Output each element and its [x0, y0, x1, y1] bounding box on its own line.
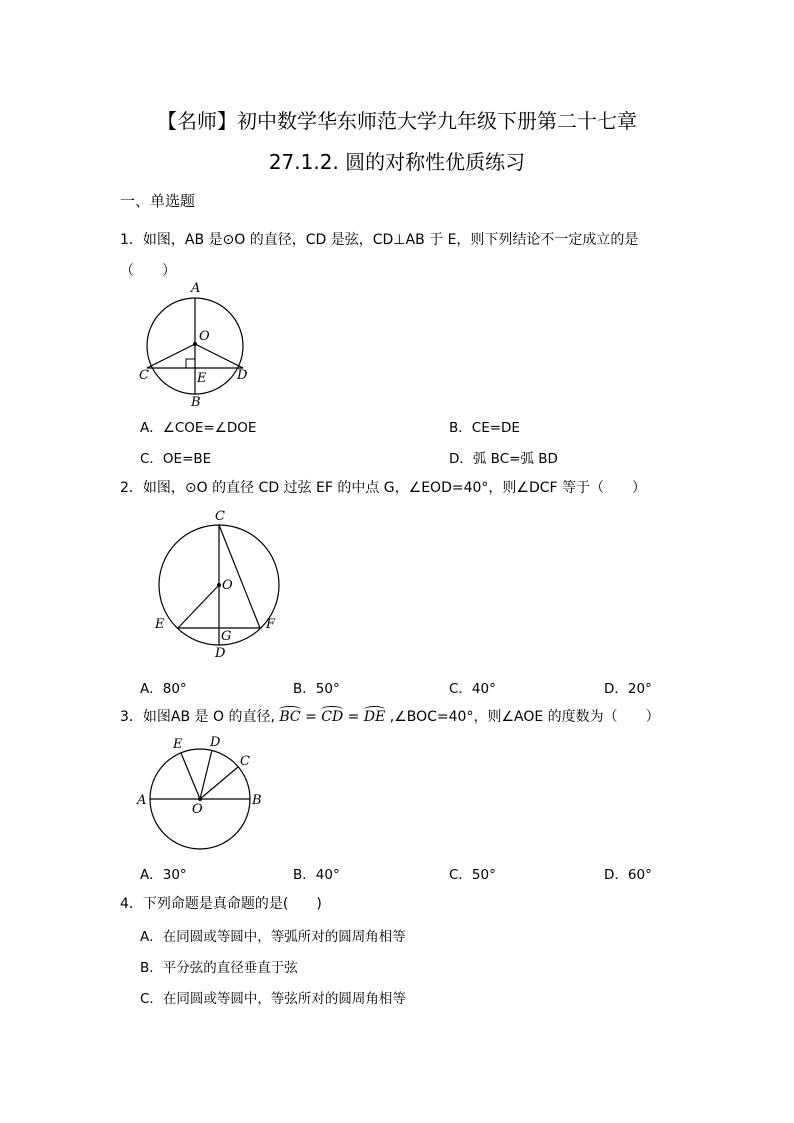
radius-od — [200, 750, 212, 799]
label-a: A — [191, 281, 201, 296]
document-title-line1: 【名师】初中数学华东师范大学九年级下册第二十七章 — [157, 109, 637, 133]
question-1-option-b: B．CE=DE — [449, 420, 520, 436]
label-e: E — [173, 737, 183, 752]
question-1-stem-cont: （ ） — [120, 263, 176, 279]
question-2-figure — [145, 505, 295, 660]
radius-oe — [181, 753, 200, 799]
document-title-line2: 27.1.2. 圆的对称性优质练习 — [268, 150, 526, 174]
question-2-option-c: C．40° — [449, 681, 496, 697]
equals-sign-1: = — [300, 709, 322, 725]
question-4-option-b: B．平分弦的直径垂直于弦 — [140, 960, 298, 976]
question-3-stem-prefix: 3．如图AB 是 O 的直径, — [120, 709, 275, 725]
center-point — [217, 583, 221, 587]
question-1-stem: 1．如图，AB 是⊙O 的直径，CD 是弦，CD⊥AB 于 E，则下列结论不一定成立的是 — [120, 232, 639, 248]
question-3-option-b: B．40° — [293, 867, 340, 883]
question-1-option-a: A．∠COE=∠DOE — [140, 420, 257, 436]
center-point — [193, 342, 197, 346]
right-angle-marker — [186, 359, 195, 368]
arc-cd: CD — [321, 709, 344, 725]
question-2-option-d: D．20° — [604, 681, 652, 697]
label-o: O — [192, 802, 203, 817]
question-3-option-a: A．30° — [140, 867, 187, 883]
radius-oc — [147, 344, 195, 368]
radius-oe — [178, 585, 219, 628]
label-b: B — [252, 793, 262, 808]
label-c: C — [139, 368, 149, 383]
section-heading: 一、单选题 — [120, 192, 196, 210]
label-b: B — [191, 395, 201, 410]
segment-cf — [219, 525, 260, 628]
label-g: G — [221, 629, 232, 644]
question-3-option-d: D．60° — [604, 867, 652, 883]
question-4-option-c: C．在同圆或等圆中，等弦所对的圆周角相等 — [140, 991, 406, 1007]
label-a: A — [137, 793, 147, 808]
question-2-option-a: A．80° — [140, 681, 187, 697]
question-4-stem: 4．下列命题是真命题的是( ) — [120, 896, 322, 912]
question-3-stem — [120, 706, 660, 726]
question-4-option-a: A．在同圆或等圆中，等弧所对的圆周角相等 — [140, 929, 406, 945]
label-d: D — [210, 735, 221, 750]
label-o: O — [199, 329, 210, 344]
label-o: O — [222, 578, 233, 593]
label-f: F — [266, 617, 276, 632]
arc-bc: BC — [279, 709, 301, 725]
label-e: E — [197, 371, 207, 386]
label-c: C — [215, 509, 225, 524]
label-c: C — [240, 754, 250, 769]
arc-de: DE — [363, 709, 386, 725]
question-1-option-d: D．弧 BC=弧 BD — [449, 451, 558, 467]
question-2-stem: 2．如图，⊙O 的直径 CD 过弦 EF 的中点 G，∠EOD=40°，则∠DCF 等于（ ） — [120, 480, 647, 496]
label-e: E — [155, 617, 165, 632]
question-1-figure — [135, 280, 255, 410]
label-d: D — [215, 646, 226, 660]
question-3-figure — [130, 733, 270, 853]
question-1-option-c: C．OE=BE — [140, 451, 212, 467]
radius-oc — [200, 767, 238, 799]
question-3-option-c: C．50° — [449, 867, 496, 883]
question-2-option-b: B．50° — [293, 681, 340, 697]
equals-sign-2: = — [343, 709, 364, 725]
label-d: D — [237, 368, 248, 383]
center-point — [198, 797, 202, 801]
radius-od — [195, 344, 243, 368]
question-3-stem-suffix: ,∠BOC=40°，则∠AOE 的度数为（ ） — [385, 709, 660, 725]
